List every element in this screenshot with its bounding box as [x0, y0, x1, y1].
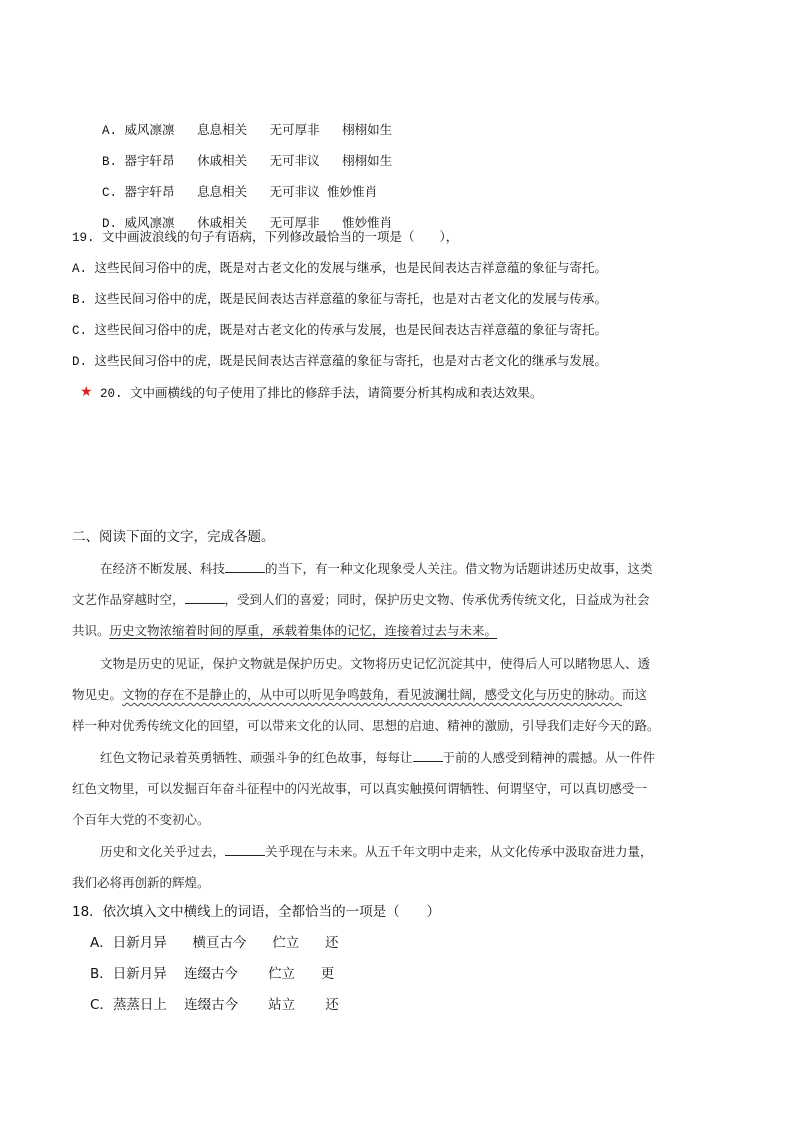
fill-blank — [413, 749, 443, 762]
fill-blank — [225, 560, 265, 573]
q19-option-c: C. 这些民间习俗中的虎，既是对古老文化的传承与发展，也是民间表达吉祥意蕴的象征与寄托。 — [72, 324, 608, 338]
fill-blank — [185, 591, 225, 604]
q17-option-b: B. 器宇轩昂 休戚相关 无可非议 栩栩如生 — [102, 155, 393, 169]
q17-option-d: D. 威风凛凛 休戚相关 无可厚非 惟妙惟肖 — [102, 217, 393, 231]
passage-line: 红色文物里，可以发掘百年奋斗征程中的闪光故事，可以真实触摸何谓牺牲、何谓坚守，可以真切感受一 — [72, 781, 648, 796]
passage-line: 历史和文化关乎过去， 关乎现在与未来。从五千年文明中走来，从文化传承中汲取奋进力量， — [100, 844, 653, 859]
q17-option-a: A. 威风凛凛 息息相关 无可厚非 栩栩如生 — [102, 124, 393, 138]
fill-blank — [225, 843, 265, 856]
passage-line: 样一种对优秀传统文化的回望，可以带来文化的认同、思想的启迪、精神的激励，引导我们走好今天的路。 — [72, 718, 660, 733]
q18-option-c: C．蒸蒸日上 连缀古今 站立 还 — [90, 997, 339, 1013]
passage-line: 在经济不断发展、科技 的当下，有一种文化现象受人关注。借文物为话题讲述历史故事，这类 — [100, 561, 653, 576]
star-icon: ★ — [80, 384, 93, 400]
q20-stem: 20. 文中画横线的句子使用了排比的修辞手法，请简要分析其构成和表达效果。 — [100, 387, 543, 401]
passage-line: 共识。历史文物浓缩着时间的厚重，承载着集体的记忆，连接着过去与未来。 — [72, 623, 498, 638]
passage-line: 文艺作品穿越时空， ，受到人们的喜爱；同时，保护历史文物、传承优秀传统文化，日益成为社会 — [72, 592, 650, 607]
q18-option-b: B．日新月异 连缀古今 伫立 更 — [90, 966, 335, 982]
underlined-sentence: 历史文物浓缩着时间的厚重，承载着集体的记忆，连接着过去与未来。 — [109, 623, 498, 638]
q19-option-d: D. 这些民间习俗中的虎，既是民间表达吉祥意蕴的象征与寄托，也是对古老文化的继承与发展。 — [72, 355, 608, 369]
q18-option-a: A．日新月异 横亘古今 伫立 还 — [90, 935, 339, 951]
wavy-underlined-sentence: 文物的存在不是静止的，从中可以听见争鸣鼓角，看见波澜壮阔，感受文化与历史的脉动。 — [122, 687, 623, 702]
q17-option-c: C. 器宇轩昂 息息相关 无可非议 惟妙惟肖 — [102, 186, 378, 200]
passage-line: 文物是历史的见证，保护文物就是保护历史。文物将历史记忆沉淀其中，使得后人可以睹物思人、透 — [100, 656, 651, 671]
q19-stem: 19. 文中画波浪线的句子有语病，下列修改最恰当的一项是（ ）， — [72, 231, 459, 245]
section-heading: 二、阅读下面的文字，完成各题。 — [72, 529, 275, 545]
passage-line: 我们必将再创新的辉煌。 — [72, 875, 210, 890]
q18-stem: 18．依次填入文中横线上的词语，全都恰当的一项是（ ） — [72, 904, 441, 920]
q19-option-a: A. 这些民间习俗中的虎，既是对古老文化的发展与继承，也是民间表达吉祥意蕴的象征与寄托。 — [72, 262, 608, 276]
passage-line: 物见史。文物的存在不是静止的，从中可以听见争鸣鼓角，看见波澜壮阔，感受文化与历史的脉动。而这 — [72, 687, 648, 702]
q19-option-b: B. 这些民间习俗中的虎，既是民间表达吉祥意蕴的象征与寄托，也是对古老文化的发展与传承。 — [72, 293, 608, 307]
passage-line: 个百年大党的不变初心。 — [72, 812, 210, 827]
passage-line: 红色文物记录着英勇牺牲、顽强斗争的红色故事，每每让 于前的人感受到精神的震撼。从一件件 — [100, 750, 656, 765]
